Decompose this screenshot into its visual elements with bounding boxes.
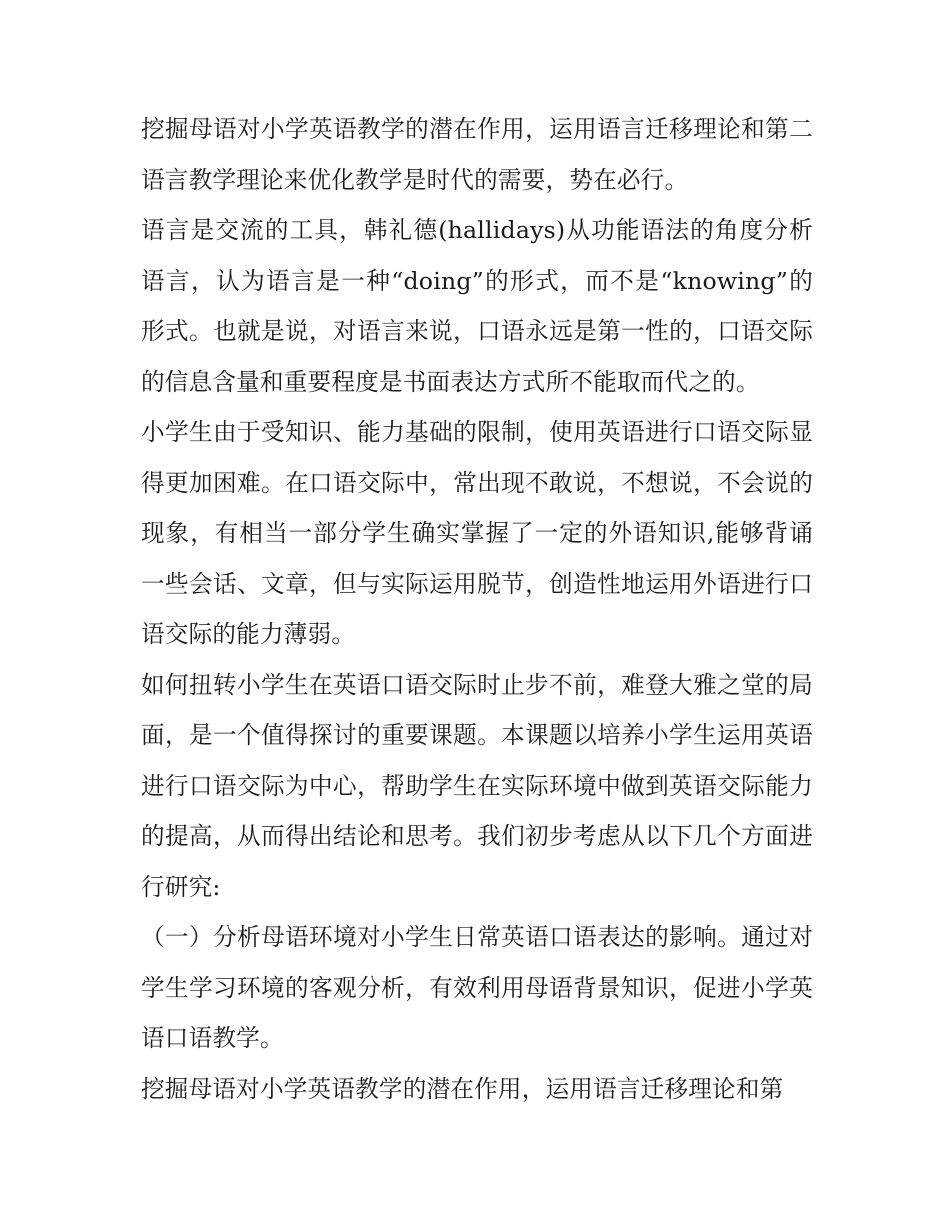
paragraph-3: 小学生由于受知识、能力基础的限制，使用英语进行口语交际显得更加困难。在口语交际中，常出现不敢说，不想说，不会说的现象，有相当一部分学生确实掌握了一定的外语知识,能够背诵一些会话、文章，但与实际运用脱节，创造性地运用外语进行口语交际的能力薄弱。 <box>141 418 813 648</box>
paragraph-1: 挖掘母语对小学英语教学的潜在作用，运用语言迁移理论和第二语言教学理论来优化教学是时代的需要，势在必行。 <box>141 115 813 194</box>
document-body <box>141 104 813 1114</box>
paragraph-4: 如何扭转小学生在英语口语交际时止步不前，难登大雅之堂的局面，是一个值得探讨的重要课题。本课题以培养小学生运用英语进行口语交际为中心，帮助学生在实际环境中做到英语交际能力的提高，从而得出结论和思考。我们初步考虑从以下几个方面进行研究: <box>141 670 813 901</box>
paragraph-2: 语言是交流的工具，韩礼德(hallidays)从功能语法的角度分析语言，认为语言是一种“doing”的形式，而不是“knowing”的形式。也就是说，对语言来说，口语永远是第一性的，口语交际的信息含量和重要程度是书面表达方式所不能取而代之的。 <box>141 216 813 396</box>
paragraph-6: 挖掘母语对小学英语教学的潜在作用，运用语言迁移理论和第 <box>141 1074 784 1103</box>
paragraph-5: （一）分析母语环境对小学生日常英语口语表达的影响。通过对学生学习环境的客观分析，有效利用母语背景知识，促进小学英语口语教学。 <box>141 923 813 1052</box>
